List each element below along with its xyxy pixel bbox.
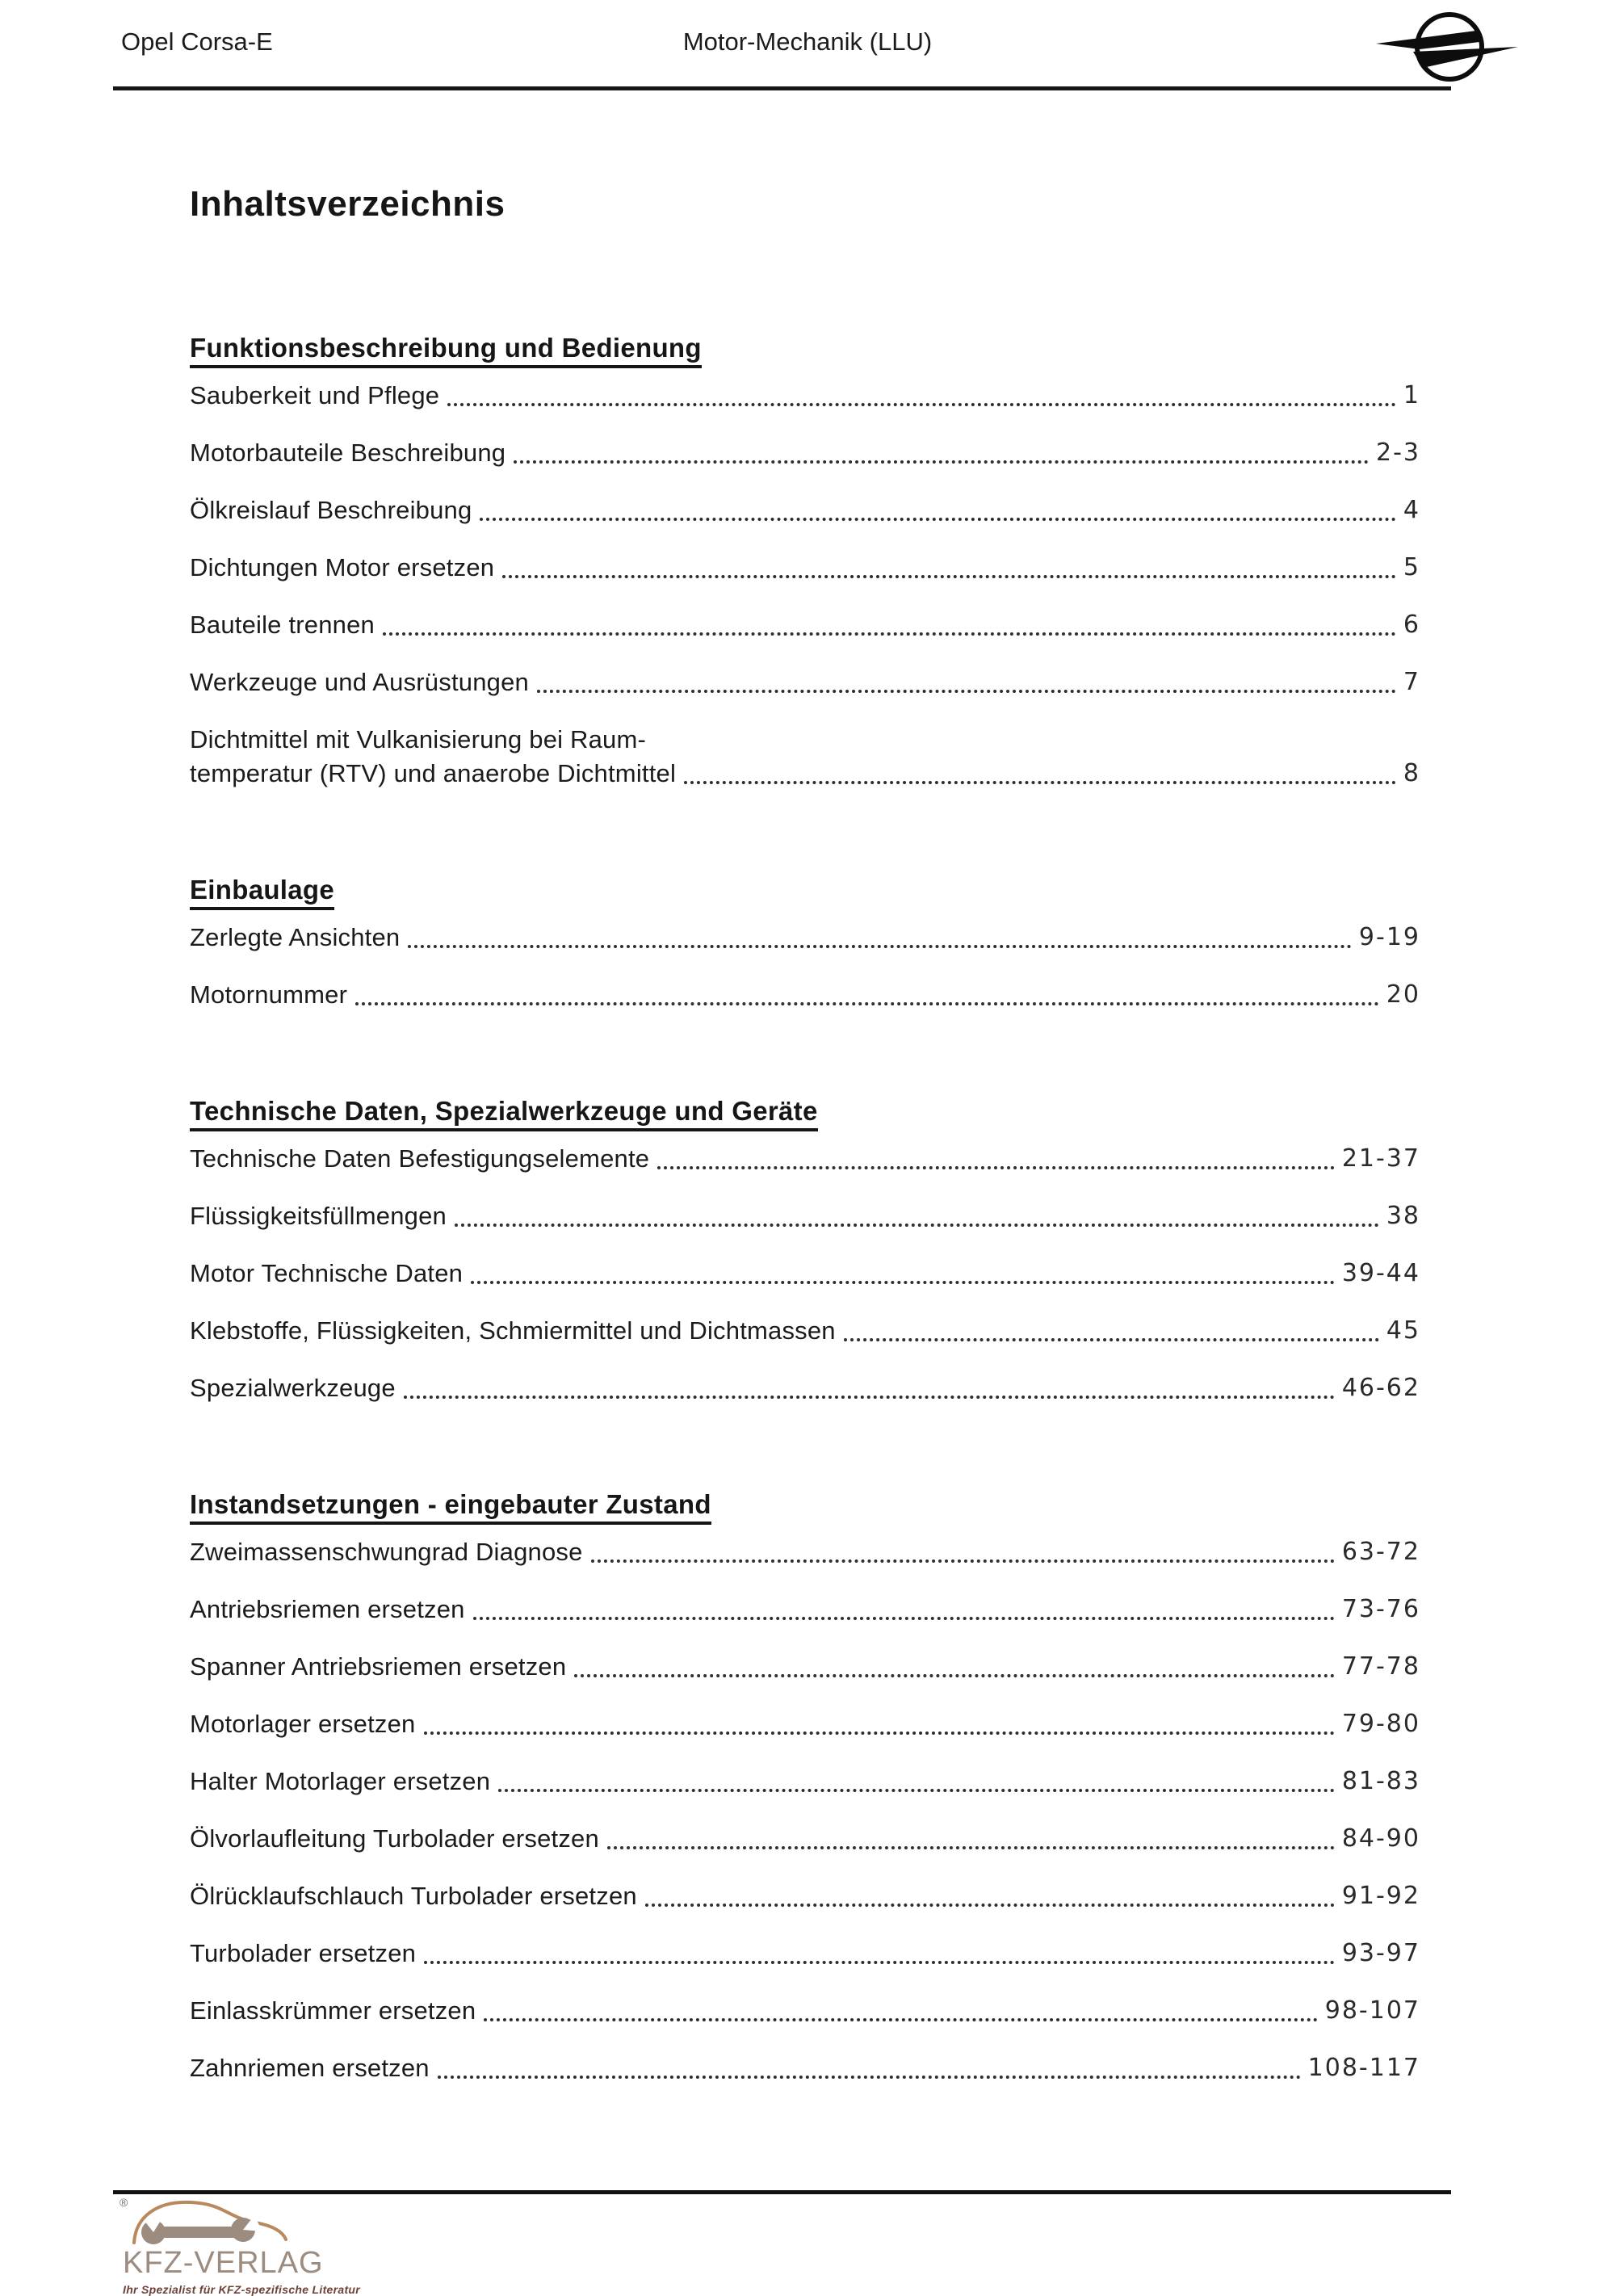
section-heading: Instandsetzungen - eingebauter Zustand (190, 1489, 711, 1525)
toc-entry-line (190, 1536, 1420, 1568)
toc-entry-label: Technische Daten Befestigungselemente (190, 1144, 650, 1173)
toc-entry-page: 73-76 (1341, 1595, 1420, 1623)
toc-entry-label: Motor Technische Daten (190, 1259, 464, 1287)
toc-entry-label: Ölrücklaufschlauch Turbolader ersetzen (190, 1882, 637, 1910)
dot-leader (455, 1224, 1379, 1227)
toc-entry (190, 609, 1420, 641)
publisher-logo (120, 2196, 381, 2296)
toc-entry-line (190, 1995, 1420, 2027)
toc-entry (190, 666, 1420, 699)
toc-entry-page: 63-72 (1341, 1538, 1420, 1566)
toc-entry-page: 46-62 (1341, 1374, 1420, 1402)
dot-leader (383, 632, 1396, 636)
toc-entry-page: 108-117 (1307, 2054, 1420, 2082)
publisher-name: KFZ-VERLAG (123, 2246, 324, 2280)
toc-entry-label: Spanner Antriebsriemen ersetzen (190, 1652, 567, 1681)
toc-entry-label: Werkzeuge und Ausrüstungen (190, 668, 529, 696)
toc-entry-label: Ölvorlaufleitung Turbolader ersetzen (190, 1824, 599, 1853)
dot-leader (447, 403, 1396, 406)
toc-entry (190, 1708, 1420, 1740)
toc-entry-label: Spezialwerkzeuge (190, 1374, 396, 1402)
toc-entry-label: temperatur (RTV) und anaerobe Dichtmittel (190, 759, 677, 787)
dot-leader (424, 1731, 1335, 1735)
toc-entry-page: 2-3 (1376, 439, 1420, 467)
toc-entry (190, 1880, 1420, 1912)
publisher-tagline: Ihr Spezialist für KFZ-spezifische Literatur (123, 2282, 361, 2296)
toc-entry-page: 91-92 (1341, 1882, 1420, 1910)
toc-entry-label: Sauberkeit und Pflege (190, 381, 440, 409)
toc-entry-line (190, 1765, 1420, 1798)
dot-leader (355, 1002, 1379, 1005)
toc-entry (190, 552, 1420, 584)
toc-entry-label: Turbolader ersetzen (190, 1939, 417, 1967)
dot-leader (844, 1338, 1379, 1341)
toc-entry-label: Zweimassenschwungrad Diagnose (190, 1538, 583, 1566)
toc-entry-label: Motornummer (190, 980, 348, 1009)
toc-entry (190, 1937, 1420, 1970)
toc-entry-line (190, 1257, 1420, 1290)
toc-entry-line (190, 1143, 1420, 1175)
toc-entry-label: Zahnriemen ersetzen (190, 2054, 430, 2082)
section-heading-wrap (190, 1094, 1420, 1128)
toc-entry-line (190, 1651, 1420, 1683)
toc-sections (190, 331, 1420, 2084)
dot-leader (498, 1789, 1335, 1792)
toc-entry (190, 979, 1420, 1011)
dot-leader (657, 1166, 1335, 1169)
toc-entry (190, 1765, 1420, 1798)
dot-leader (438, 2076, 1301, 2079)
toc-entry-line (190, 1372, 1420, 1404)
toc-entry-label: Zerlegte Ansichten (190, 923, 401, 951)
toc-entry-page: 45 (1386, 1316, 1420, 1345)
footer-rule (113, 2190, 1451, 2194)
header-model-title: Opel Corsa-E (121, 27, 273, 56)
toc-entry-label: Halter Motorlager ersetzen (190, 1767, 491, 1795)
toc-entry-page: 21-37 (1341, 1144, 1420, 1173)
toc-entry-page: 81-83 (1341, 1767, 1420, 1795)
toc-entry (190, 494, 1420, 527)
toc-entry (190, 1995, 1420, 2027)
toc-entry (190, 1823, 1420, 1855)
opel-blitz-logo-icon (1373, 5, 1522, 89)
toc-entry-page: 7 (1403, 668, 1420, 696)
toc-entry-page: 1 (1403, 381, 1420, 409)
header-rule (113, 86, 1451, 90)
toc-content (190, 184, 1420, 2109)
section-entries (190, 1536, 1420, 2084)
toc-entry-page: 39-44 (1341, 1259, 1420, 1287)
section-heading-wrap (190, 1488, 1420, 1522)
toc-entry-label: Dichtungen Motor ersetzen (190, 553, 495, 581)
toc-entry (190, 1315, 1420, 1347)
dot-leader (471, 1281, 1335, 1284)
toc-entry-line (190, 1823, 1420, 1855)
toc-entry (190, 2052, 1420, 2084)
toc-entry-line (190, 380, 1420, 412)
toc-entry-label: Antriebsriemen ersetzen (190, 1595, 465, 1623)
toc-entry (190, 1200, 1420, 1232)
toc-entry-line (190, 609, 1420, 641)
toc-entry-page: 38 (1386, 1202, 1420, 1230)
toc-entry-label-line1: Dichtmittel mit Vulkanisierung bei Raum- (190, 725, 647, 753)
dot-leader (502, 575, 1396, 578)
dot-leader (424, 1961, 1335, 1964)
toc-entry-page: 98-107 (1324, 1996, 1420, 2025)
toc-entry-page: 79-80 (1341, 1710, 1420, 1738)
toc-entry-line (190, 552, 1420, 584)
toc-entry-page: 93-97 (1341, 1939, 1420, 1967)
dot-leader (607, 1846, 1335, 1849)
toc-entry (190, 1593, 1420, 1626)
toc-entry-page: 84-90 (1341, 1824, 1420, 1853)
dot-leader (408, 945, 1352, 948)
toc-entry (190, 1257, 1420, 1290)
toc-entry-page: 5 (1403, 553, 1420, 581)
toc-entry-line (190, 494, 1420, 527)
toc-section (190, 1094, 1420, 1404)
section-heading: Technische Daten, Spezialwerkzeuge und Geräte (190, 1096, 818, 1131)
dot-leader (514, 460, 1369, 464)
section-heading: Einbaulage (190, 875, 334, 910)
toc-entry-label: Ölkreislauf Beschreibung (190, 496, 472, 524)
dot-leader (591, 1559, 1335, 1563)
toc-section (190, 331, 1420, 790)
toc-entry (190, 380, 1420, 412)
header-section-title: Motor-Mechanik (LLU) (682, 27, 933, 56)
toc-entry-page: 8 (1403, 759, 1420, 787)
dot-leader (645, 1904, 1335, 1907)
dot-leader (574, 1674, 1335, 1677)
toc-entry-line (190, 758, 1420, 790)
toc-entry (190, 1536, 1420, 1568)
toc-entry-line (190, 1593, 1420, 1626)
section-entries (190, 921, 1420, 1011)
car-wrench-icon (129, 2196, 339, 2248)
toc-entry-page: 9-19 (1358, 923, 1420, 951)
section-entries (190, 380, 1420, 790)
toc-entry-label: Flüssigkeitsfüllmengen (190, 1202, 447, 1230)
toc-entry (190, 921, 1420, 954)
toc-entry-page: 77-78 (1341, 1652, 1420, 1681)
toc-entry-line (190, 437, 1420, 469)
section-heading: Funktionsbeschreibung und Bedienung (190, 333, 702, 368)
toc-entry (190, 724, 1420, 790)
toc-entry-line (190, 1315, 1420, 1347)
toc-entry (190, 1372, 1420, 1404)
toc-entry-line (190, 1880, 1420, 1912)
section-heading-wrap (190, 331, 1420, 365)
toc-section (190, 873, 1420, 1011)
dot-leader (484, 2018, 1317, 2021)
toc-entry-line (190, 979, 1420, 1011)
toc-entry-label: Motorlager ersetzen (190, 1710, 416, 1738)
toc-entry-line (190, 921, 1420, 954)
toc-entry-page: 4 (1403, 496, 1420, 524)
dot-leader (684, 781, 1396, 784)
registered-trademark-icon: ® (120, 2196, 128, 2209)
dot-leader (537, 690, 1396, 693)
dot-leader (473, 1617, 1335, 1620)
toc-entry-label: Klebstoffe, Flüssigkeiten, Schmiermittel und Dichtmassen (190, 1316, 836, 1345)
toc-entry-line (190, 1937, 1420, 1970)
toc-entry-line (190, 2052, 1420, 2084)
toc-entry-label: Einlasskrümmer ersetzen (190, 1996, 476, 2025)
dot-leader (404, 1396, 1335, 1399)
section-entries (190, 1143, 1420, 1404)
toc-entry-page: 20 (1386, 980, 1420, 1009)
toc-entry (190, 437, 1420, 469)
toc-section (190, 1488, 1420, 2084)
toc-entry-page: 6 (1403, 611, 1420, 639)
dot-leader (480, 518, 1395, 521)
toc-entry-label: Motorbauteile Beschreibung (190, 439, 506, 467)
toc-entry-line (190, 666, 1420, 699)
toc-entry-line (190, 1200, 1420, 1232)
toc-entry-label: Bauteile trennen (190, 611, 375, 639)
toc-entry (190, 1651, 1420, 1683)
toc-entry-line (190, 1708, 1420, 1740)
toc-entry (190, 1143, 1420, 1175)
page-title: Inhaltsverzeichnis (190, 184, 505, 224)
section-heading-wrap (190, 873, 1420, 907)
